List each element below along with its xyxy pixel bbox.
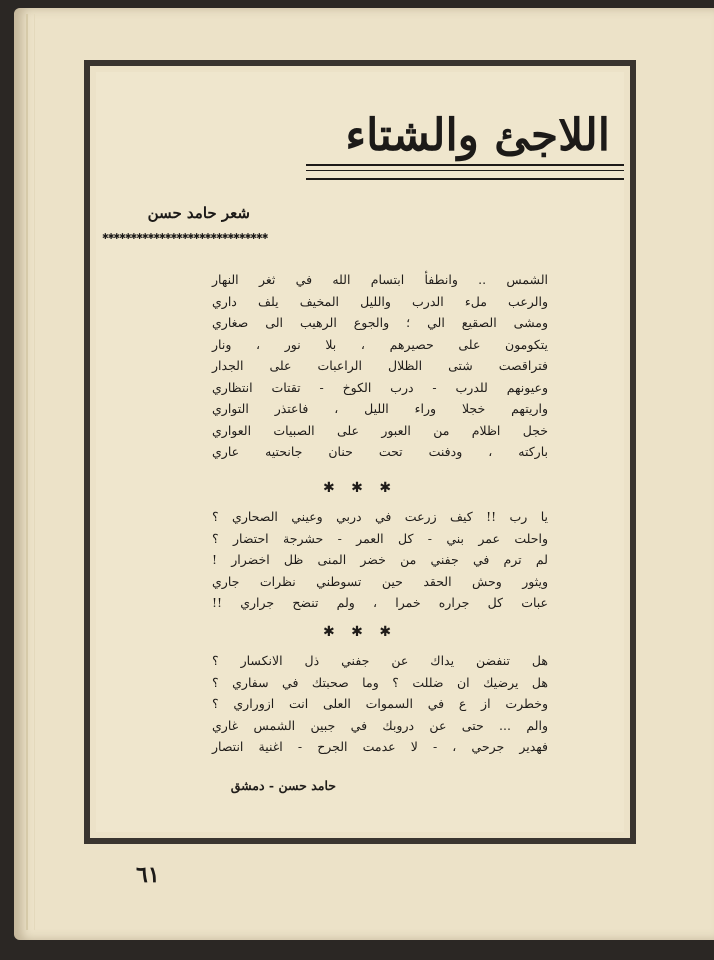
poem-line: واريتهم خجلا وراء الليل ، فاعتذر التواري <box>212 401 548 416</box>
page-binding-edge <box>26 14 35 930</box>
poem-line: واحلت عمر بني - كل العمر - حشرجة احتضار ؟ <box>212 530 548 546</box>
page-number: ٦١ <box>136 862 160 888</box>
poem-line: خجل اظلام من العبور على الصبيات العواري <box>212 422 548 438</box>
poem-line: ومشى الصقيع الي ؛ والجوع الرهيب الى صغاري <box>212 315 548 330</box>
poem-line: الشمس .. وانطفأ ابتسام الله في ثغر النهار <box>212 272 548 287</box>
poem-line: وعيونهم للدرب - درب الكوخ - تقتات انتظاري <box>212 379 548 395</box>
stanza-3 <box>212 650 548 758</box>
stanza-divider-stars: ✱ ✱ ✱ <box>322 624 398 640</box>
poem-title: اللاجئ والشتاء <box>345 110 610 161</box>
poem-line: فهدير جرحي ، - لا عدمت الجرح - اغنية انتصار <box>212 739 548 754</box>
poem-line: يتكومون على حصيرهم ، بلا نور ، ونار <box>212 336 548 352</box>
poem-line: لم ترم في جفني من خضر المنى ظل اخضرار ! <box>212 552 548 567</box>
byline-star-rule: ✱✱✱✱✱✱✱✱✱✱✱✱✱✱✱✱✱✱✱✱✱✱✱✱✱✱✱✱✱ <box>102 232 268 241</box>
poem-line: فتراقصت شتى الظلال الراعبات على الجدار <box>212 358 548 373</box>
poem-line: هل تنفضن يداك عن جفني ذل الانكسار ؟ <box>212 653 548 668</box>
stanza-2 <box>212 506 548 614</box>
poem-line: ويثور وحش الحقد حين تسوطني نظرات جاري <box>212 573 548 589</box>
stanza-1 <box>212 269 548 463</box>
poem-line: باركته ، ودفنت تحت حنان جانحتيه عاري <box>212 444 548 459</box>
poem-line: هل يرضيك ان ضللت ؟ وما صحبتك في سفاري ؟ <box>212 674 548 690</box>
poem-line: والرعب ملء الدرب والليل المخيف يلف داري <box>212 293 548 309</box>
poem-line: وخطرت از ع في السموات العلى انت ازوراري ؟ <box>212 696 548 711</box>
title-underline <box>306 164 624 180</box>
poem-signature: حامد حسن - دمشق <box>230 778 336 793</box>
stanza-divider-stars: ✱ ✱ ✱ <box>322 480 398 496</box>
poem-byline: شعر حامد حسن <box>147 204 250 222</box>
poem-line: والم ... حتى عن دروبك في جبين الشمس غاري <box>212 717 548 733</box>
poem-line: يا رب !! كيف زرعت في دربي وعيني الصحاري ؟ <box>212 509 548 524</box>
poem-line: عبات كل جراره خمرا ، ولم تنضح جراري !! <box>212 595 548 610</box>
